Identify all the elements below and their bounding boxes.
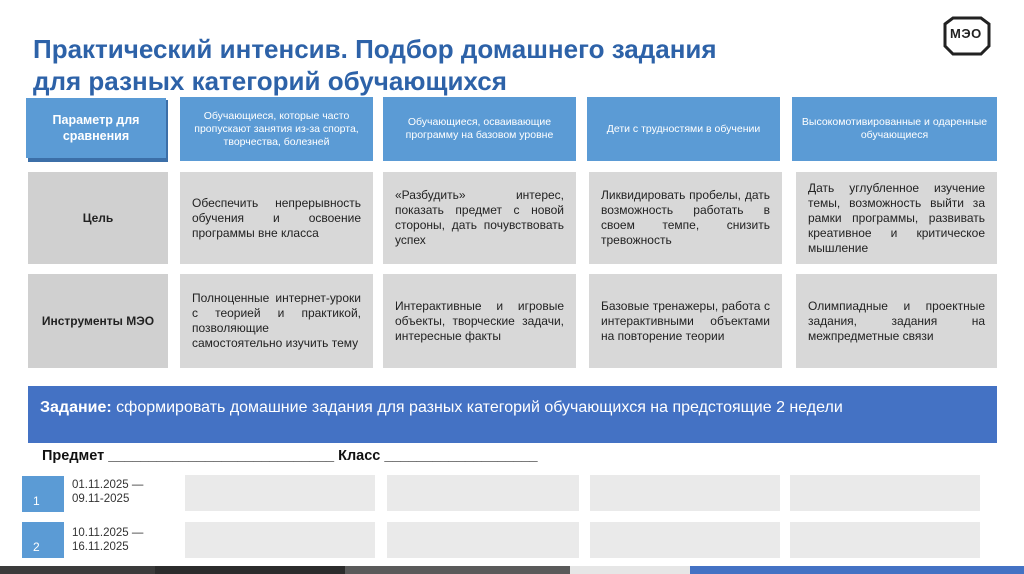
week-number-2: 2 (22, 522, 64, 558)
footer-bar-gray (345, 566, 570, 574)
goal-text-1: Обеспечить непрерывность обучения и освоение программы вне класса (192, 195, 361, 240)
footer-bar-dark (0, 566, 155, 574)
header-col-2: Обучающиеся, осваивающие программу на базовом уровне (383, 97, 576, 161)
footer-bar-blue (690, 566, 1024, 574)
week-number-1: 1 (22, 476, 64, 512)
row-label-tools: Инструменты МЭО (28, 274, 168, 368)
goal-text-3: Ликвидировать пробелы, дать возможность работать в своем темпе, снизить тревожность (601, 188, 770, 247)
task-banner (28, 386, 997, 443)
header-col-3: Дети с трудностями в обучении (587, 97, 780, 161)
footer-bar-dark-2 (155, 566, 345, 574)
footer-bar-light (570, 566, 690, 574)
task-text: сформировать домашние задания для разных категорий обучающихся на предстоящие 2 недели (111, 399, 843, 416)
assignment-slot[interactable] (387, 522, 579, 558)
assignment-slot[interactable] (590, 475, 780, 511)
tools-text-3: Базовые тренажеры, работа с интерактивными объектами на повторение теории (601, 298, 770, 343)
subject-class-line: Предмет ____________________________ Класс ___________________ (42, 448, 538, 464)
tools-text-1: Полноценные интернет-уроки с теорией и практикой, позволяющие самостоятельно изучить тему (192, 291, 361, 350)
week-dates-1: 01.11.2025 — 09.11-2025 (72, 479, 144, 505)
title-line-1: Практический интенсив. Подбор домашнего задания (33, 34, 717, 64)
assignment-slot[interactable] (185, 475, 375, 511)
goal-text-2: «Разбудить» интерес, показать предмет с новой стороны, дать почувствовать успех (395, 188, 564, 247)
tools-cell-2 (383, 274, 576, 368)
goal-cell-1 (180, 172, 373, 264)
assignment-slot[interactable] (790, 475, 980, 511)
goal-cell-3 (589, 172, 782, 264)
task-label: Задание: (40, 399, 112, 416)
title-line-2: для разных категорий обучающихся (33, 66, 507, 96)
assignment-slot[interactable] (387, 475, 579, 511)
goal-cell-2 (383, 172, 576, 264)
goal-cell-4 (796, 172, 997, 264)
row-label-goal: Цель (28, 172, 168, 264)
header-param: Параметр для сравнения (26, 98, 166, 158)
tools-cell-4 (796, 274, 997, 368)
tools-cell-3 (589, 274, 782, 368)
header-col-1: Обучающиеся, которые часто пропускают занятия из-за спорта, творчества, болезней (180, 97, 373, 161)
assignment-slot[interactable] (590, 522, 780, 558)
slide-title (33, 33, 913, 97)
tools-cell-1 (180, 274, 373, 368)
tools-text-2: Интерактивные и игровые объекты, творческие задачи, интересные факты (395, 298, 564, 343)
goal-text-4: Дать углубленное изучение темы, возможность выйти за рамки программы, развивать креативное и критическое мышление (808, 180, 985, 255)
week-dates-2: 10.11.2025 — 16.11.2025 (72, 527, 144, 553)
assignment-slot[interactable] (185, 522, 375, 558)
tools-text-4: Олимпиадные и проектные задания, задания на межпредметные связи (808, 298, 985, 343)
assignment-slot[interactable] (790, 522, 980, 558)
header-col-4: Высокомотивированные и одаренные обучающиеся (792, 97, 997, 161)
logo-text: МЭО (950, 26, 982, 41)
